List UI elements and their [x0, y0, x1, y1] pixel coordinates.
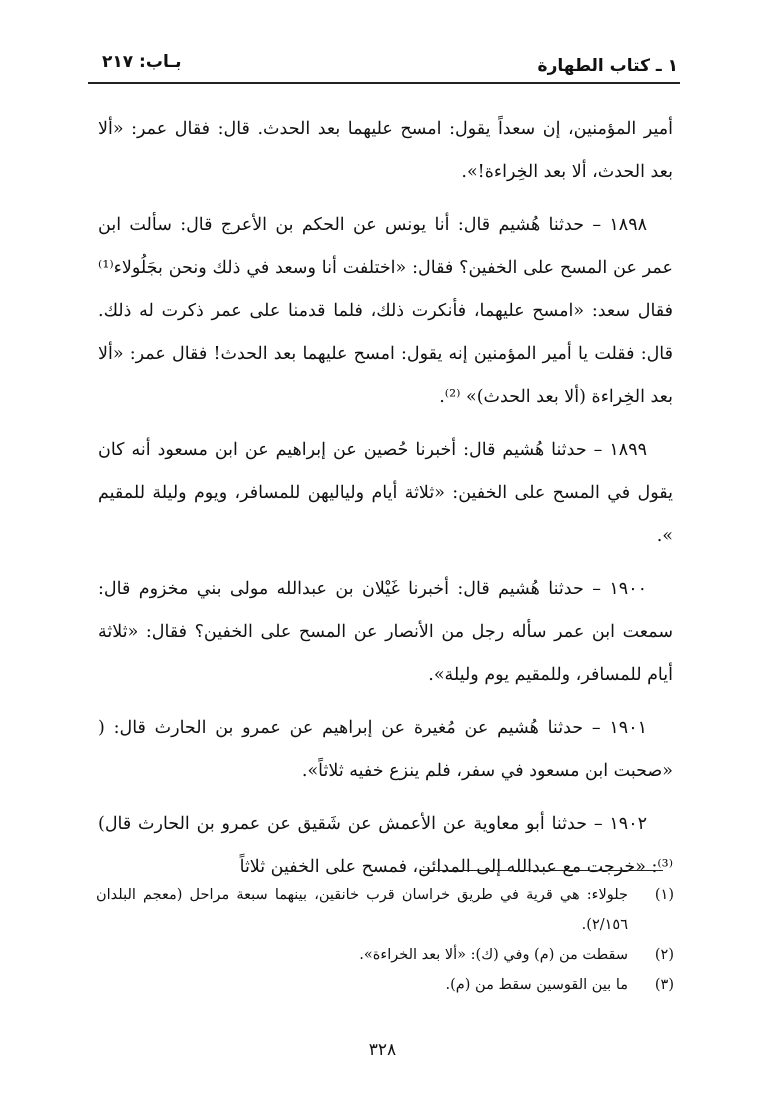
footnote-number: (٢) [654, 947, 674, 963]
hadith-1901: ١٩٠١ – حدثنا هُشيم عن مُغيرة عن إبراهيم عن عمرو بن الحارث قال: ( «صحبت ابن مسعود في سفر، فلم ينزع خفيه ثلاثاً». [98, 718, 673, 781]
footnote-3 [96, 970, 674, 1000]
footnote-number: (٣) [654, 977, 674, 993]
footnote-text: جلولاء: هي قرية في طريق خراسان قرب خانقين، بينهما سبعة مراحل (معجم البلدان ٢/١٥٦). [96, 887, 628, 933]
page-number: ٣٢٨ [368, 1040, 397, 1060]
hadith-1899: ١٨٩٩ – حدثنا هُشيم قال: أخبرنا حُصين عن إبراهيم عن ابن مسعود أنه كان يقول في المسح على الخفين: «ثلاثة أيام ولياليهن للمسافر، ويوم وليلة للمقيم ». [98, 440, 673, 546]
chapter-title: ١ ـ كتاب الطهارة [537, 56, 678, 76]
footnotes [96, 880, 674, 1000]
running-header [88, 46, 680, 84]
footnote-text: سقطت من (م) وفي (ك): «ألا بعد الخراءة». [359, 947, 628, 963]
hadith-1900: ١٩٠٠ – حدثنا هُشيم قال: أخبرنا غَيْلان بن عبدالله مولى بني مخزوم قال: سمعت ابن عمر سأله رجل من الأنصار عن المسح على الخفين؟ فقال: «ثلاثة أيام للمسافر، وللمقيم يوم وليلة». [98, 579, 673, 685]
main-text [98, 108, 673, 889]
footnote-2 [96, 940, 674, 970]
hadith-1898: ١٨٩٨ – حدثنا هُشيم قال: أنا يونس عن الحكم بن الأعرج قال: سألت ابن عمر عن المسح على الخفين؟ فقال: «اختلفت أنا وسعد في ذلك ونحن بجَلُولاء⁽¹⁾ فقال سعد: «امسح عليهما، فأنكرت ذلك، فلما قدمنا على عمر ذكرت له ذلك. قال: فقلت يا أمير المؤمنين إنه يقول: امسح عليهما بعد الحدث! فقال عمر: «ألا بعد الخِراءة (ألا بعد الحدث)» ⁽²⁾. [98, 215, 673, 407]
bab-label: بـاب: ٢١٧ [102, 52, 182, 72]
footnote-number: (١) [654, 887, 674, 903]
footnote-1 [96, 880, 674, 940]
footnote-text: ما بين القوسين سقط من (م). [445, 977, 628, 993]
paragraph-continuation: أمير المؤمنين، إن سعداً يقول: امسح عليهما بعد الحدث. قال: فقال عمر: «ألا بعد الحدث، ألا بعد الخِراءة!». [98, 119, 673, 182]
footnote-divider [420, 870, 663, 871]
hadith-1902: ١٩٠٢ – حدثنا أبو معاوية عن الأعمش عن شَقيق عن عمرو بن الحارث قال) ⁽³⁾: «خرجت مع عبدالله إلى المدائن، فمسح على الخفين ثلاثاً [98, 814, 673, 877]
